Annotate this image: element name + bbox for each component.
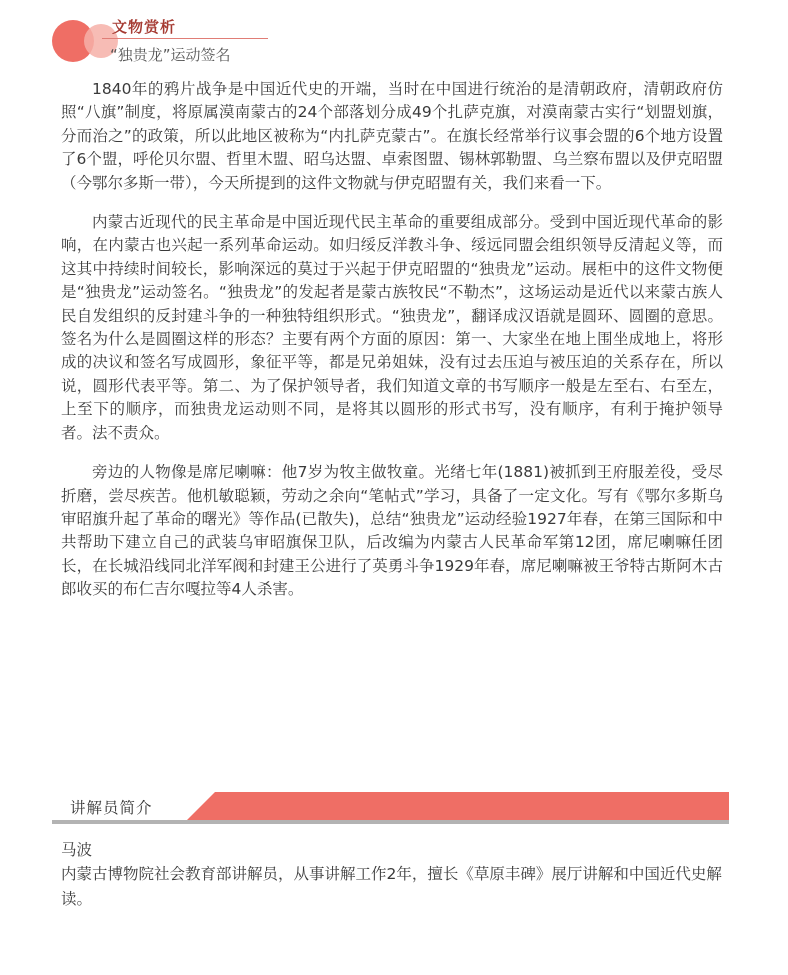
section-title: 文物赏析	[112, 18, 177, 36]
artifact-subtitle: “独贵龙”运动签名	[110, 46, 231, 64]
article-paragraph-3: 旁边的人物像是席尼喇嘛：他7岁为牧主做牧童。光绪七年(1881)被抓到王府服差役，受尽折磨，尝尽疾苦。他机敏聪颖，劳动之余向“笔帖式”学习，具备了一定文化。写有《鄂尔多斯乌审昭旗升起了革命的曙光》等作品(已散失)，总结“独贵龙”运动经验1927年春，在第三国际和中共帮助下建立自己的武装乌审昭旗保卫队，后改编为内蒙古人民革命军第12团，席尼喇嘛任团长，在长城沿线同北洋军阀和封建王公进行了英勇斗争1929年春，席尼喇嘛被王爷特古斯阿木古郎收买的布仁吉尔嘎拉等4人杀害。	[61, 463, 723, 599]
section-title-underline	[102, 38, 268, 39]
guide-name: 马波	[61, 841, 93, 859]
article-body	[61, 78, 723, 618]
section-header	[0, 0, 788, 72]
decorative-red-bar	[187, 792, 729, 820]
guide-description: 内蒙古博物院社会教育部讲解员，从事讲解工作2年，擅长《草原丰碑》展厅讲解和中国近代史解读。	[61, 865, 722, 908]
article-paragraph-2: 内蒙古近现代的民主革命是中国近现代民主革命的重要组成部分。受到中国近现代革命的影响，在内蒙古也兴起一系列革命运动。如归绥反洋教斗争、绥远同盟会组织领导反清起义等，而这其中持续时间较长，影响深远的莫过于兴起于伊克昭盟的“独贵龙”运动。展柜中的这件文物便是“独贵龙”运动签名。“独贵龙”的发起者是蒙古族牧民“不勒杰”，这场运动是近代以来蒙古族人民自发组织的反封建斗争的一种独特组织形式。“独贵龙”，翻译成汉语就是圆环、圆圈的意思。签名为什么是圆圈这样的形态？主要有两个方面的原因：第一、大家坐在地上围坐成地上，将形成的决议和签名写成圆形，象征平等，都是兄弟姐妹，没有过去压迫与被压迫的关系存在，所以说，圆形代表平等。第二、为了保护领导者，我们知道文章的书写顺序一般是左至右、右至左，上至下的顺序，而独贵龙运动则不同，是将其以圆形的形式书写，没有顺序，有利于掩护领导者。法不责众。	[61, 213, 723, 442]
decorative-grey-divider	[52, 820, 729, 824]
article-paragraph-1: 1840年的鸦片战争是中国近代史的开端，当时在中国进行统治的是清朝政府，清朝政府仿照“八旗”制度，将原属漠南蒙古的24个部落划分成49个扎萨克旗，对漠南蒙古实行“划盟划旗，分而治之”的政策，所以此地区被称为“内扎萨克蒙古”。在旗长经常举行议事会盟的6个地方设置了6个盟，呼伦贝尔盟、哲里木盟、昭乌达盟、卓索图盟、锡林郭勒盟、乌兰察布盟以及伊克昭盟（今鄂尔多斯一带），今天所提到的这件文物就与伊克昭盟有关，我们来看一下。	[61, 80, 723, 192]
guide-section-bar	[52, 790, 729, 824]
guide-section-title: 讲解员简介	[70, 799, 153, 817]
